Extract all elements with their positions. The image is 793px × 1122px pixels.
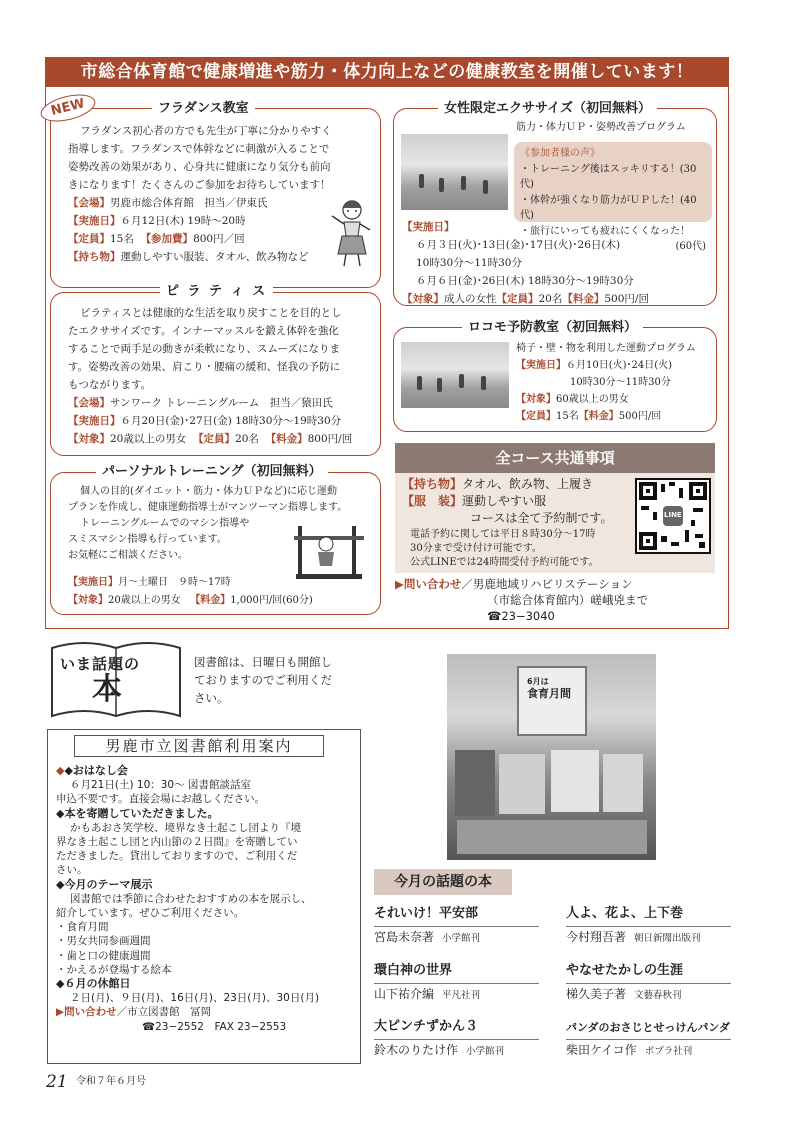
book-divider (374, 983, 539, 984)
women-exercise-photo (401, 134, 508, 210)
book-title: 大ピンチずかん３ (374, 1019, 479, 1034)
new-badge: NEW (38, 90, 98, 127)
pilates-description: ピラティスとは健康的な生活を取り戻すことを目的とし たエクササイズです。インナーマッスルを鍛え体幹を強化 することで両手足の動きが柔軟になり、スムーズになりま す。姿勢改善の効果、肩こり・腰痛の緩和、怪我の予防に もつながります。 (68, 307, 342, 391)
hula-class-title: フラダンス教室 (152, 100, 255, 119)
pilates-title-rule-right (290, 292, 365, 293)
book-author: 梯久美子著 文藝春秋刊 (566, 987, 682, 1001)
book-author: 宮島未奈著 小学館刊 (374, 930, 481, 944)
book-divider (566, 983, 731, 984)
book-display-photo (447, 654, 656, 860)
line-logo-label: LINE (664, 511, 682, 519)
book-title: パンダのおさじとせっけんパンダ (566, 1021, 730, 1034)
personal-training-description: 個人の目的(ダイエット・筋力・体力ＵＰなど)に応じ運動 プランを作成し、健康運動指導士がマンツーマン指導します。 トレーニングルームでのマシン指導や スミスマシン指導も行っています。 お気軽にご相談ください。 (68, 486, 348, 561)
hula-class-details: 【会場】男鹿市総合体育館 担当／伊東氏 【実施日】６月12日(木) 19時〜20時 【定員】15名 【参加費】800円／回 【持ち物】運動しやすい服装、タオル、飲み物など (68, 197, 309, 263)
common-items-notes: 電話予約に関しては平日８時30分〜17時 30分まで受け付け可能です。 公式LINEでは24時間受付予約可能です。 (410, 529, 599, 568)
book-title: それいけ！平安部 (374, 906, 479, 921)
library-sunday-notice: 図書館は、日曜日も開館し ておりますのでご利用くだ さい。 (194, 655, 332, 705)
issue-label: 令和７年６月号 (76, 1076, 146, 1087)
book-divider (566, 1039, 731, 1040)
pilates-details: 【会場】サンワーク トレーニングルーム 担当／猿田氏 【実施日】６月20日(金)･27日(金) 18時30分〜19時30分 【対象】20歳以上の男女 【定員】20名 【料金】800円/回 (68, 397, 353, 445)
common-items-details: 【持ち物】タオル、飲み物、上履き 【服 装】運動しやすい服 コースは全て予約制です。 (402, 477, 613, 525)
line-qr-code[interactable] (635, 478, 711, 554)
page-number: 21 (46, 1072, 68, 1092)
book-title: 環白神の世界 (374, 963, 453, 978)
library-guide-body: ◆◆おはなし会 ６月21日(土) 10：30〜 図書館談話室 申込不要です。直接会場にお越しください。 ◆本を寄贈していただきました。 かもあおさ笑学校、境界なき土起こし団より『境 界なき土起こし団と内山節の２日間』を寄贈してい ただきました。貸出しておりますので、ご利用くだ さい。 ◆今月のテーマ展示 図書館では季節に合わせたおすすめの本を展示し、 紹介しています。ぜひご利用ください。 ・食育月間 ・男女共同参画週間 ・歯と口の健康週間 ・かえるが登場する絵本 ◆６月の休館日 ２日(月)、９日(月)、16日(月)、23日(月)、30日(月) ▶問い合わせ／市立図書館 冨岡 ☎23−2552 FAX 23−2553 (56, 764, 320, 1033)
monthly-books-header: 今月の話題の本 (374, 869, 512, 895)
common-items-header: 全コース共通事項 (395, 443, 715, 473)
common-contact: ▶問い合わせ／男鹿地域リハビリステーション （市総合体育館内）嵯峨兇まで ☎23−3040 (395, 577, 648, 623)
training-machine-illustration (292, 522, 366, 584)
hula-class-description: フラダンス初心者の方でも先生が丁寧に分かりやすく 指導します。フラダンスで体幹などに刺激が入ることで 姿勢改善の効果があり、心身共に健康になり気分も前向 きになります！たくさんのご参加をお待ちしています！ (68, 125, 332, 191)
book-divider (374, 1039, 539, 1040)
book-divider (374, 926, 539, 927)
women-exercise-subtitle: 筋力・体力ＵＰ・姿勢改善プログラム (516, 122, 686, 133)
locomo-class-title: ロコモ予防教室（初回無料） (462, 319, 643, 338)
pilates-title-rule-left (70, 292, 145, 293)
personal-training-title: パーソナルトレーニング（初回無料） (96, 463, 328, 482)
book-author: 鈴木のりたけ作 小学館刊 (374, 1043, 505, 1057)
hula-dancer-illustration (328, 196, 374, 268)
topic-badge-label: いま話題の (60, 655, 141, 673)
women-exercise-details: 【実施日】 ６月３日(火)･13日(金)･17日(火)･26日(木) 10時30分〜11時30分 ６月６日(金)･26日(木) 18時30分〜19時30分 【対象】成人の女性【定員】20名【料金】500円/回 (402, 221, 649, 305)
book-title: 人よ、花よ、上下巻 (566, 906, 684, 921)
locomo-class-details: 椅子・壁・物を利用した運動プログラム 【実施日】６月10日(火)･24日(火) 10時30分〜11時30分 【対象】60歳以上の男女 【定員】15名【料金】500円/回 (516, 343, 696, 422)
book-divider (566, 926, 731, 927)
book-author: 山下祐介編 平凡社刊 (374, 987, 481, 1001)
locomo-class-photo (401, 342, 509, 408)
participant-voices: 《参加者様の声》 ・トレーニング後はスッキリする！(30代) ・体幹が強くなり筋力がＵＰした！(40代) ・旅行にいっても疲れにくくなった！ (60代) (514, 142, 712, 222)
pilates-title: ピ ラ テ ィ ス (160, 283, 273, 302)
personal-training-details: 【実施日】月〜土曜日 ９時〜17時 【対象】20歳以上の男女 【料金】1,000円/回(60分) (68, 577, 313, 606)
library-guide-title: 男鹿市立図書館利用案内 (74, 735, 324, 757)
topic-badge-book: 本 (92, 672, 122, 707)
display-sign-text: 6月は 食育月間 (527, 677, 571, 700)
health-classes-banner: 市総合体育館で健康増進や筋力・体力向上などの健康教室を開催しています！ (45, 57, 729, 87)
women-exercise-title: 女性限定エクササイズ（初回無料） (438, 100, 657, 119)
book-author: 柴田ケイコ作 ポプラ社刊 (566, 1043, 693, 1057)
book-title: やなせたかしの生涯 (566, 963, 684, 978)
book-author: 今村翔吾著 朝日新聞出版刊 (566, 930, 701, 944)
